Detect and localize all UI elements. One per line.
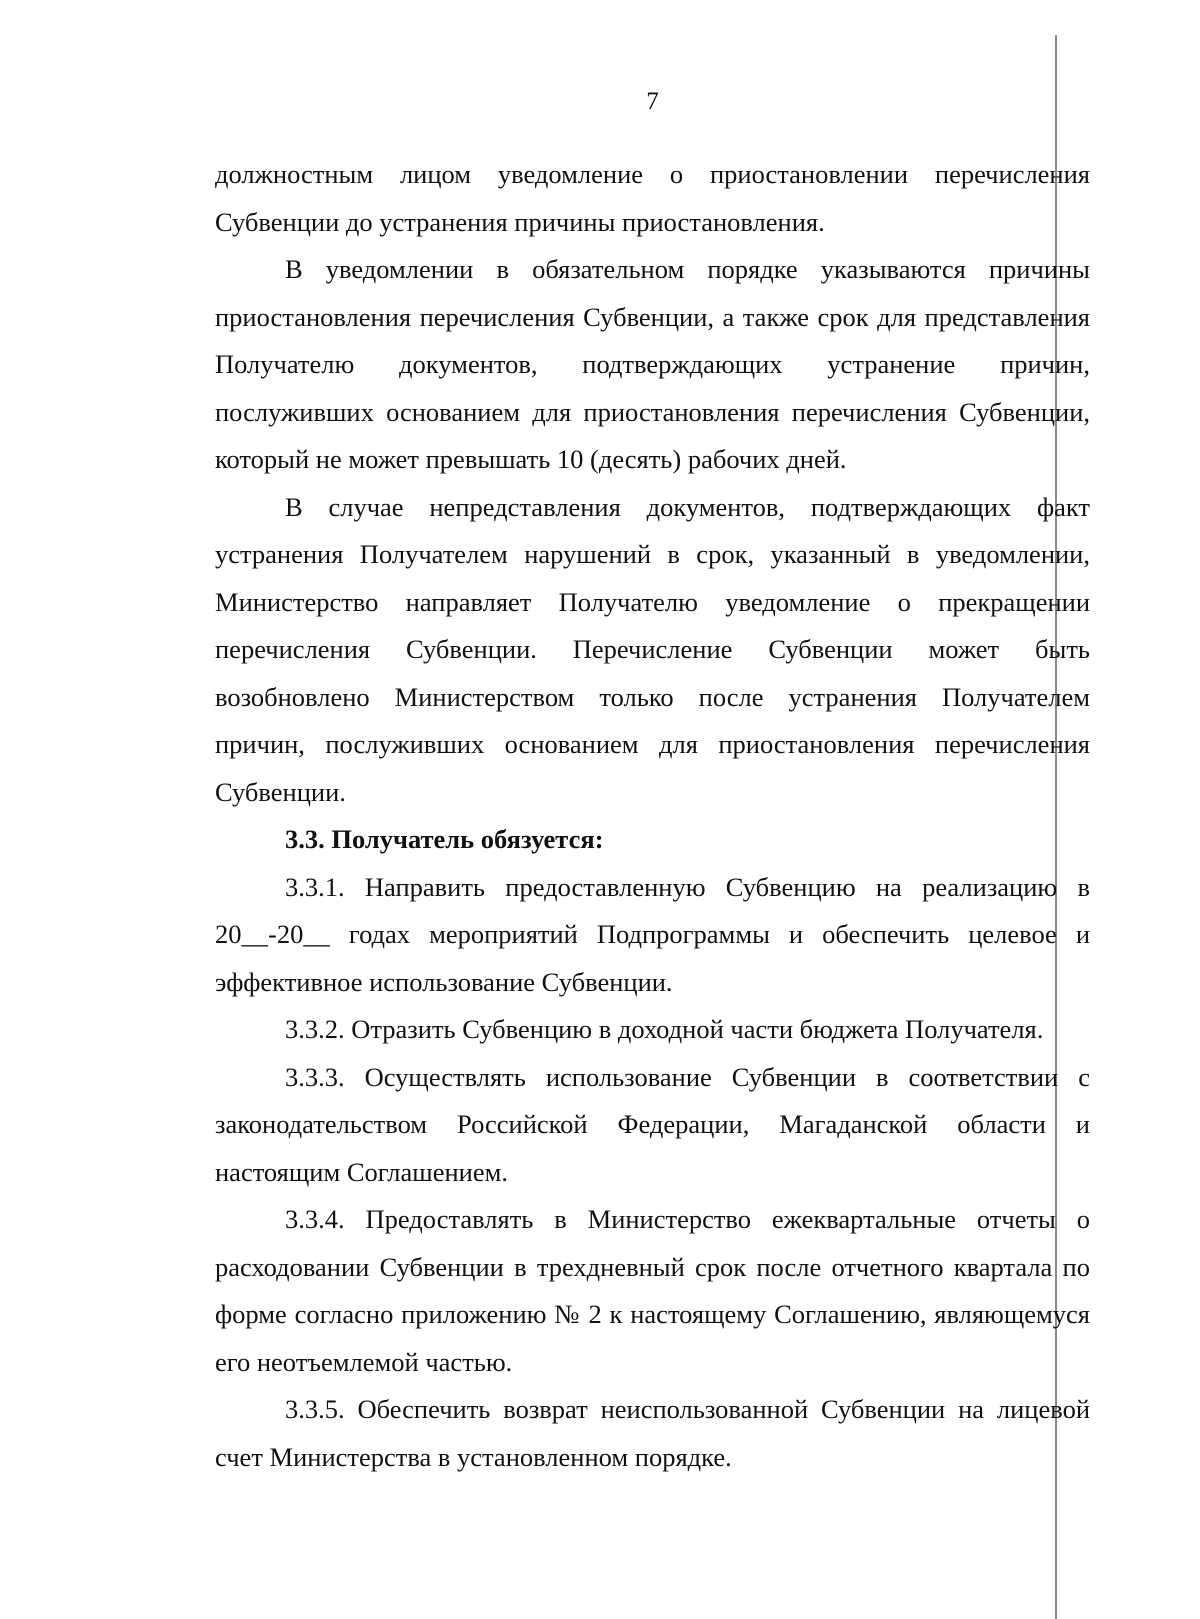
paragraph-continuation: должностным лицом уведомление о приостановлении перечисления Субвенции до устранения причины приостановления. <box>215 159 1090 237</box>
document-body <box>215 151 1090 1481</box>
clause-3-3-5: 3.3.5. Обеспечить возврат неиспользованной Субвенции на лицевой счет Министерства в установленном порядке. <box>215 1394 1090 1472</box>
clause-3-3-2: 3.3.2. Отразить Субвенцию в доходной части бюджета Получателя. <box>285 1014 1044 1044</box>
clause-3-3-3: 3.3.3. Осуществлять использование Субвенции в соответствии с законодательством Российской Федерации, Магаданской области и настоящим Соглашением. <box>215 1061 1090 1187</box>
paragraph-notice-contents: В уведомлении в обязательном порядке указываются причины приостановления перечисления Субвенции, а также срок для представления Получателю документов, подтверждающих устранение причин, послуживших основанием для приостановления перечисления Субвенции, который не может превышать 10 (десять) рабочих дней. <box>215 254 1090 474</box>
paragraph-non-submission: В случае непредставления документов, подтверждающих факт устранения Получателем нарушений в срок, указанный в уведомлении, Министерство направляет Получателю уведомление о прекращении перечисления Субвенции. Перечисление Субвенции может быть возобновлено Министерством только после устранения Получателем причин, послуживших основанием для приостановления перечисления Субвенции. <box>215 491 1090 807</box>
clause-3-3-4: 3.3.4. Предоставлять в Министерство ежеквартальные отчеты о расходовании Субвенции в трехдневный срок после отчетного квартала по форме согласно приложению № 2 к настоящему Соглашению, являющемуся его неотъемлемой частью. <box>215 1204 1090 1377</box>
page-number: 7 <box>646 88 659 115</box>
clause-3-3-1: 3.3.1. Направить предоставленную Субвенцию на реализацию в 20__-20__ годах мероприятий Подпрограммы и обеспечить целевое и эффективное использование Субвенции. <box>215 871 1090 997</box>
section-heading-3-3: 3.3. Получатель обязуется: <box>285 824 604 854</box>
